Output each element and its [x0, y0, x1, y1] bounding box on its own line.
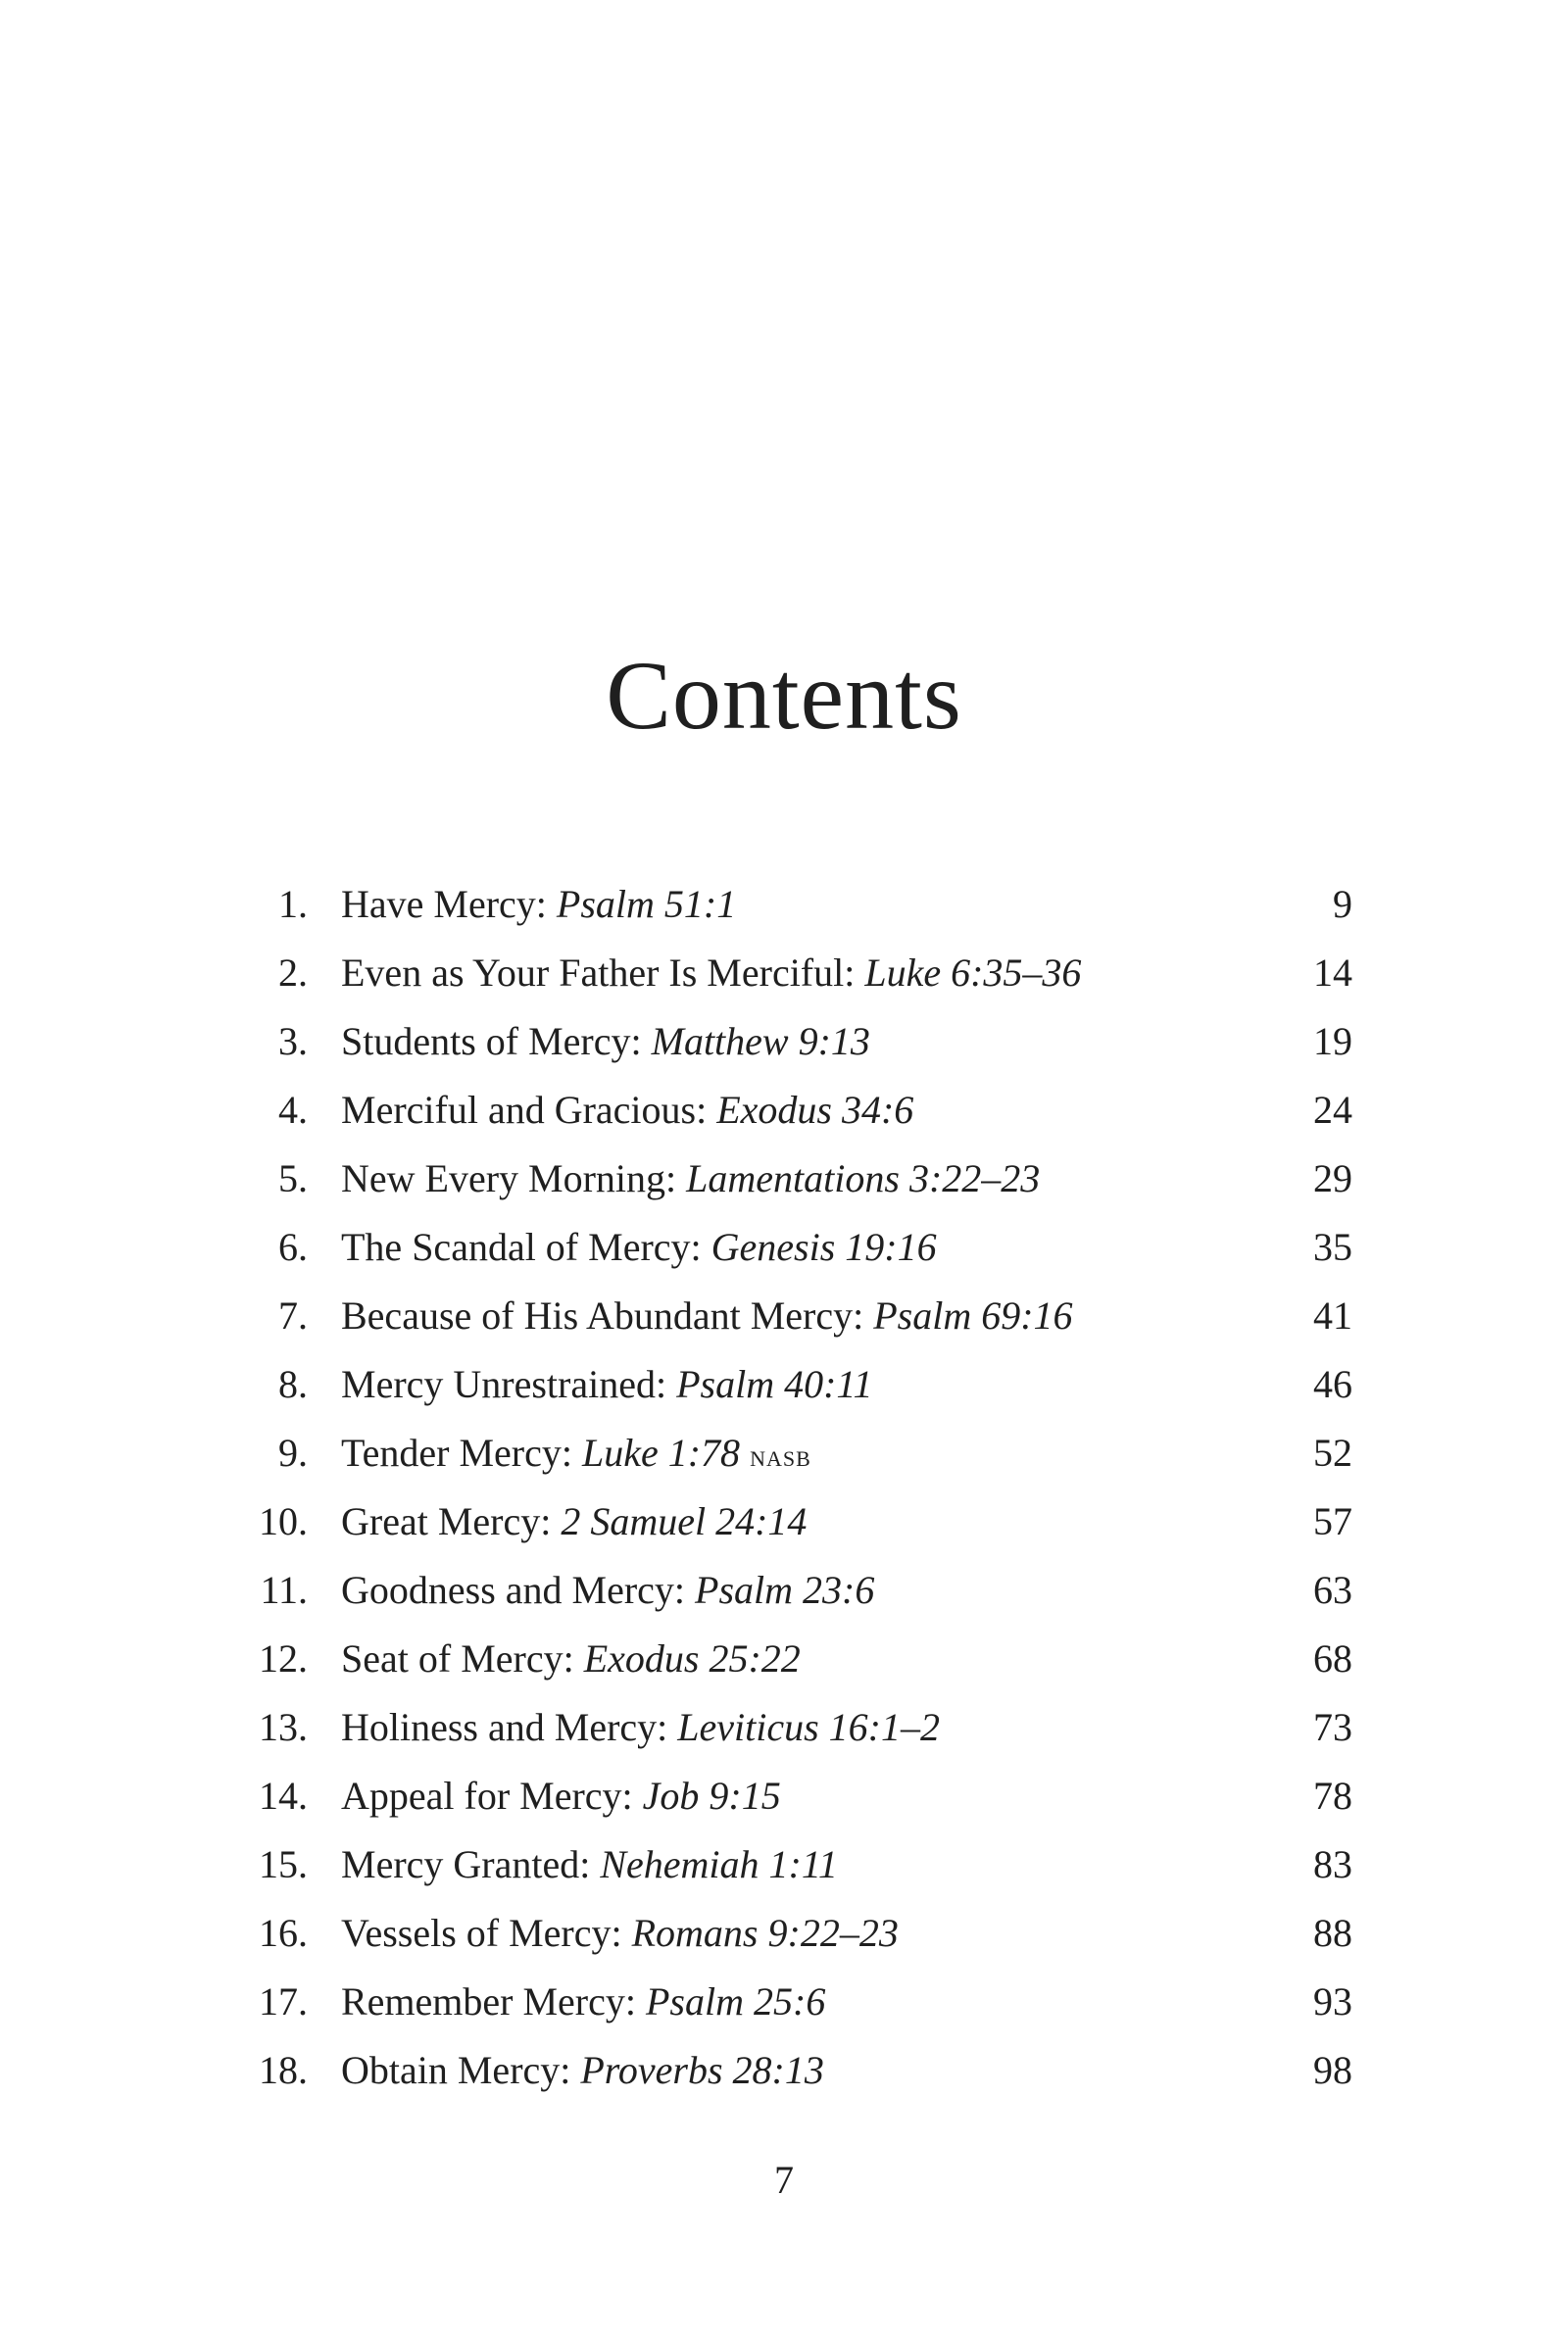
- toc-entry-page: 68: [1313, 1636, 1352, 1681]
- toc-entry-heading: New Every Morning:: [341, 1156, 677, 1200]
- toc-entry-heading: Even as Your Father Is Merciful:: [341, 951, 856, 995]
- toc-entry-page: 41: [1313, 1293, 1352, 1338]
- toc-entry-title: [341, 1488, 807, 1556]
- toc-entry-number: 13.: [259, 1705, 308, 1749]
- page-number: 7: [774, 2158, 794, 2202]
- toc-entry-1: [245, 870, 1352, 939]
- toc-entry-reference: Leviticus 16:1–2: [677, 1705, 940, 1749]
- toc-entry-15: [245, 1830, 1352, 1899]
- toc-entry-heading: Have Mercy:: [341, 882, 547, 926]
- toc-entry-title: [341, 939, 1081, 1007]
- toc-entry-reference: Exodus 25:22: [583, 1636, 801, 1681]
- toc-entry-9: [245, 1419, 1352, 1488]
- toc-entry-reference: Psalm 23:6: [695, 1568, 875, 1612]
- toc-entry-title: [341, 1830, 838, 1899]
- toc-entry-page: 24: [1313, 1088, 1352, 1132]
- toc-entry-number: 7.: [278, 1293, 308, 1338]
- toc-entry-number: 9.: [278, 1431, 308, 1475]
- toc-entry-5: [245, 1145, 1352, 1213]
- toc-entry-number: 8.: [278, 1362, 308, 1406]
- toc-entry-number: 6.: [278, 1225, 308, 1269]
- toc-entry-heading: Seat of Mercy:: [341, 1636, 574, 1681]
- toc-entry-page: 63: [1313, 1568, 1352, 1612]
- toc-entry-title: [341, 1350, 872, 1419]
- toc-entry-title: [341, 1556, 874, 1625]
- toc-entry-page: 35: [1313, 1225, 1352, 1269]
- toc-entry-title: [341, 1968, 825, 2036]
- toc-entry-page: 9: [1333, 882, 1352, 926]
- toc-entry-version-wrap: [740, 1431, 811, 1475]
- toc-entry-reference: Lamentations 3:22–23: [686, 1156, 1041, 1200]
- toc-entry-number: 12.: [259, 1636, 308, 1681]
- toc-entry-4: [245, 1076, 1352, 1145]
- toc-entry-version: nasb: [750, 1438, 811, 1473]
- toc-entry-number: 16.: [259, 1911, 308, 1955]
- toc-entry-page: 46: [1313, 1362, 1352, 1406]
- toc-entry-page: 78: [1313, 1774, 1352, 1818]
- toc-entry-heading: Appeal for Mercy:: [341, 1774, 633, 1818]
- toc-entry-reference: Psalm 25:6: [646, 1979, 826, 2024]
- toc-entry-14: [245, 1762, 1352, 1830]
- toc-entry-title: [341, 1625, 801, 1693]
- toc-entry-number: 5.: [278, 1156, 308, 1200]
- toc-entry-heading: Great Mercy:: [341, 1499, 552, 1543]
- toc-entry-2: [245, 939, 1352, 1007]
- toc-entry-reference: Psalm 51:1: [556, 882, 737, 926]
- toc-entry-reference: Luke 6:35–36: [864, 951, 1082, 995]
- toc-entry-page: 57: [1313, 1499, 1352, 1543]
- toc-entry-number: 10.: [259, 1499, 308, 1543]
- toc-entry-heading: Tender Mercy:: [341, 1431, 572, 1475]
- toc-entry-11: [245, 1556, 1352, 1625]
- toc-entry-heading: The Scandal of Mercy:: [341, 1225, 702, 1269]
- toc-entry-number: 1.: [278, 882, 308, 926]
- toc-entry-page: 52: [1313, 1431, 1352, 1475]
- toc-entry-title: [341, 2036, 824, 2105]
- toc-entry-reference: Job 9:15: [642, 1774, 781, 1818]
- toc-entry-6: [245, 1213, 1352, 1282]
- toc-entry-heading: Remember Mercy:: [341, 1979, 636, 2024]
- toc-entry-title: [341, 870, 736, 939]
- toc-entry-number: 18.: [259, 2048, 308, 2092]
- toc-entry-10: [245, 1488, 1352, 1556]
- toc-entry-number: 2.: [278, 951, 308, 995]
- toc-entry-12: [245, 1625, 1352, 1693]
- page-title: Contents: [606, 641, 962, 750]
- toc-entry-title: [341, 1899, 899, 1968]
- toc-entry-reference: Matthew 9:13: [651, 1019, 870, 1063]
- toc-entry-page: 19: [1313, 1019, 1352, 1063]
- toc-entry-heading: Merciful and Gracious:: [341, 1088, 708, 1132]
- toc-entry-heading: Vessels of Mercy:: [341, 1911, 622, 1955]
- toc-entry-heading: Holiness and Mercy:: [341, 1705, 668, 1749]
- toc-entry-reference: Nehemiah 1:11: [600, 1842, 838, 1886]
- toc-entry-page: 29: [1313, 1156, 1352, 1200]
- toc-entry-number: 14.: [259, 1774, 308, 1818]
- toc-entry-title: [341, 1419, 811, 1489]
- toc-entry-number: 3.: [278, 1019, 308, 1063]
- toc-entry-reference: Romans 9:22–23: [631, 1911, 899, 1955]
- toc-entry-page: 83: [1313, 1842, 1352, 1886]
- toc-entry-reference: Genesis 19:16: [710, 1225, 937, 1269]
- toc-entry-3: [245, 1007, 1352, 1076]
- toc-entry-reference: Exodus 34:6: [716, 1088, 914, 1132]
- toc-entry-page: 93: [1313, 1979, 1352, 2024]
- toc-entry-title: [341, 1693, 940, 1762]
- toc-entry-13: [245, 1693, 1352, 1762]
- toc-entry-number: 11.: [260, 1568, 308, 1612]
- toc-entry-title: [341, 1007, 870, 1076]
- toc-entry-page: 98: [1313, 2048, 1352, 2092]
- toc-entry-title: [341, 1076, 913, 1145]
- toc-entry-reference: 2 Samuel 24:14: [561, 1499, 808, 1543]
- toc-entry-16: [245, 1899, 1352, 1968]
- toc-entry-number: 4.: [278, 1088, 308, 1132]
- toc-entry-title: [341, 1145, 1040, 1213]
- table-of-contents: [245, 870, 1352, 2105]
- toc-entry-title: [341, 1762, 781, 1830]
- toc-entry-page: 73: [1313, 1705, 1352, 1749]
- toc-entry-heading: Mercy Unrestrained:: [341, 1362, 667, 1406]
- toc-entry-heading: Mercy Granted:: [341, 1842, 591, 1886]
- toc-entry-8: [245, 1350, 1352, 1419]
- toc-entry-title: [341, 1213, 937, 1282]
- toc-entry-reference: Psalm 69:16: [873, 1293, 1073, 1338]
- toc-entry-reference: Luke 1:78: [581, 1431, 741, 1475]
- toc-entry-heading: Because of His Abundant Mercy:: [341, 1293, 864, 1338]
- toc-entry-number: 15.: [259, 1842, 308, 1886]
- toc-entry-heading: Students of Mercy:: [341, 1019, 642, 1063]
- toc-entry-reference: Psalm 40:11: [676, 1362, 873, 1406]
- toc-entry-page: 88: [1313, 1911, 1352, 1955]
- toc-entry-18: [245, 2036, 1352, 2105]
- toc-entry-page: 14: [1313, 951, 1352, 995]
- toc-entry-heading: Obtain Mercy:: [341, 2048, 571, 2092]
- toc-entry-title: [341, 1282, 1073, 1350]
- toc-entry-heading: Goodness and Mercy:: [341, 1568, 686, 1612]
- toc-entry-7: [245, 1282, 1352, 1350]
- toc-entry-reference: Proverbs 28:13: [580, 2048, 824, 2092]
- toc-entry-number: 17.: [259, 1979, 308, 2024]
- toc-entry-17: [245, 1968, 1352, 2036]
